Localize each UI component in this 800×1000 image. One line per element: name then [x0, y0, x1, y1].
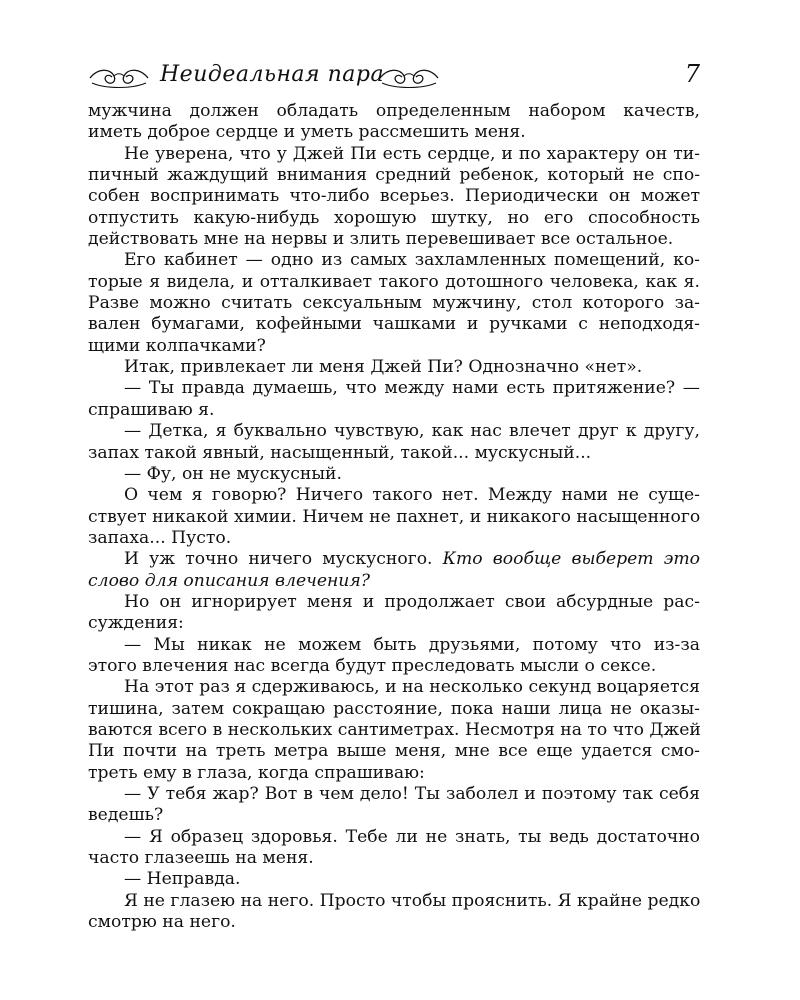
text-line: На этот раз я сдерживаюсь, и на несколько секунд воцаряется: [124, 677, 700, 698]
text-line: отпустить какую-нибудь хорошую шутку, но его способность: [88, 207, 700, 228]
text-line: суждения:: [88, 613, 184, 634]
text-line: спрашиваю я.: [88, 399, 215, 420]
text-line: треть ему в глаза, когда спрашиваю:: [88, 762, 425, 783]
text-line: тишина, затем сокращаю расстояние, пока наши лица не оказы-: [88, 698, 700, 719]
running-title: Неидеальная пара: [160, 62, 385, 87]
text-line: мужчина должен обладать определенным набором качеств,: [88, 101, 700, 121]
text-line: собен воспринимать что-либо всерьез. Периодически он может: [88, 186, 700, 207]
text-line: ведешь?: [88, 805, 164, 826]
text-line: Не уверена, что у Джей Пи есть сердце, и по характеру он ти-: [124, 143, 700, 164]
text-line: ствует никакой химии. Ничем не пахнет, и никакого насыщенного: [88, 506, 701, 527]
scroll-ornament-icon: [88, 64, 150, 90]
text-line: смотрю на него.: [88, 912, 236, 933]
text-line: слово для описания влечения?: [88, 570, 370, 591]
scroll-ornament-icon: [378, 64, 440, 90]
text-line: запах такой явный, насыщенный, такой... мускусный...: [88, 442, 592, 463]
text-line: часто глазеешь на меня.: [88, 848, 314, 869]
text-line: — Ты правда думаешь, что между нами есть притяжение? —: [124, 378, 700, 399]
text-line: — Неправда.: [124, 869, 241, 890]
italic-text: Кто вообще выберет это: [442, 549, 701, 570]
text-line: ваются всего в нескольких сантиметрах. Несмотря на то что Джей: [88, 719, 701, 740]
text-line: действовать мне на нервы и злить перевешивает все остальное.: [88, 229, 674, 250]
text-line: щими колпачками?: [88, 335, 266, 356]
page-number: 7: [684, 60, 700, 88]
text-line: запаха... Пусто.: [88, 527, 232, 548]
running-header: [88, 58, 700, 102]
text-line: — Детка, я буквально чувствую, как нас влечет друг к другу,: [124, 421, 700, 442]
text-line: пичный жаждущий внимания средний ребенок, который не спо-: [88, 165, 700, 186]
text-line: иметь доброе сердце и уметь рассмешить меня.: [88, 122, 526, 143]
text-line: этого влечения нас всегда будут преследовать мысли о сексе.: [88, 655, 657, 676]
text-line-mixed: [88, 549, 700, 570]
text-line: Итак, привлекает ли меня Джей Пи? Однозначно «нет».: [124, 357, 643, 378]
text-line: — Фу, он не мускусный.: [124, 463, 342, 484]
text-line: Но он игнорирует меня и продолжает свои абсурдные рас-: [124, 591, 700, 612]
text-line: О чем я говорю? Ничего такого нет. Между нами не суще-: [124, 485, 700, 506]
text-line: — У тебя жар? Вот в чем дело! Ты заболел и поэтому так себя: [124, 784, 700, 804]
text-line: Я не глазею на него. Просто чтобы прояснить. Я крайне редко: [124, 890, 701, 911]
text-line: вален бумагами, кофейными чашками и ручками с неподходя-: [88, 314, 700, 335]
text-line: Пи почти на треть метра выше меня, мне все еще удается смо-: [88, 741, 700, 762]
text-line: — Я образец здоровья. Тебе ли не знать, ты ведь достаточно: [124, 826, 700, 847]
text-line: — Мы никак не можем быть друзьями, потому что из-за: [124, 634, 700, 655]
text-line: Разве можно считать сексуальным мужчину, стол которого за-: [88, 293, 700, 314]
text-line: торые я видела, и отталкивает такого дотошного человека, как я.: [88, 271, 700, 292]
text-line: Его кабинет — одно из самых захламленных помещений, ко-: [124, 250, 700, 271]
plain-text: И уж точно ничего мускусного.: [124, 549, 433, 570]
body-text: [88, 101, 700, 933]
